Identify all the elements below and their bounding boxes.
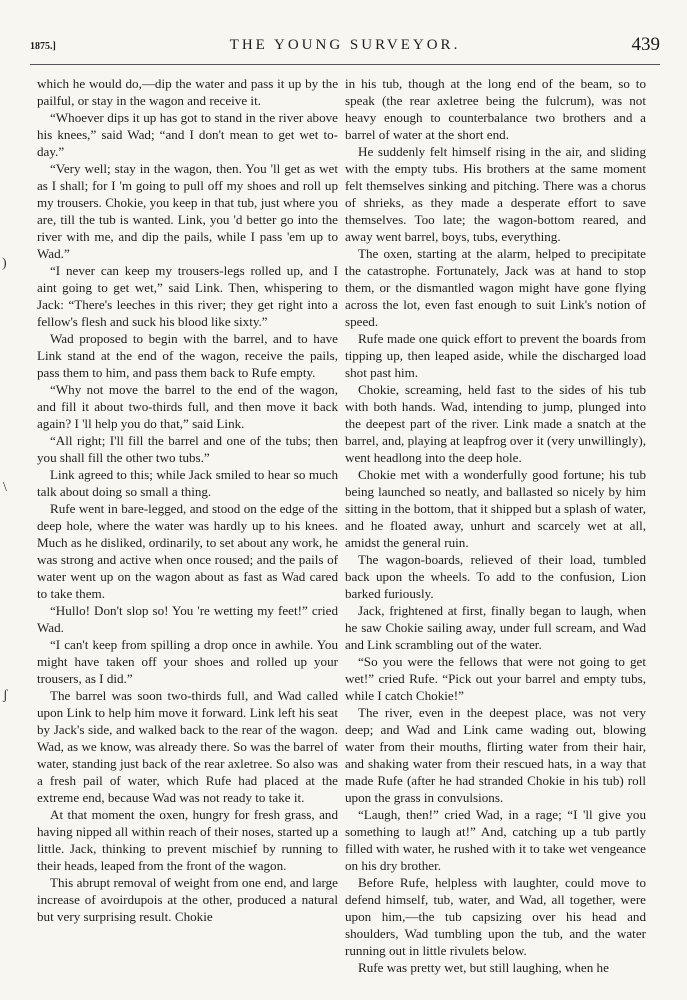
paragraph: Chokie, screaming, held fast to the sides of his tub with both hands. Wad, intending to jump, plunged into the deepest part of the river. Link made a snatch at the barrel, and, playing at leapfrog over it (very unwillingly), went headlong into the deep hole. [345,382,646,465]
paragraph: Rufe was pretty wet, but still laughing, when he [358,960,609,975]
right-column [345,75,646,976]
running-title: THE YOUNG SURVEYOR. [229,37,461,53]
paragraph: “I never can keep my trousers-legs rolled up, and I aint going to get wet,” said Link. Then, whispering to Jack: “There's leeches in this river; they get right into a fellow's flesh and suck his blood like sixty.” [37,263,338,329]
paragraph: Wad proposed to begin with the barrel, and to have Link stand at the end of the wagon, receive the pails, pass them to him, and pass them back to Rufe empty. [37,331,338,380]
paragraph: The wagon-boards, relieved of their load, tumbled back upon the wheels. To add to the confusion, Lion barked furiously. [345,552,646,601]
paragraph: The oxen, starting at the alarm, helped to precipitate the catastrophe. Fortunately, Jack was at hand to stop them, or the dismantled wagon might have gone flying across the lot, even fast enough to suit Link's notion of speed. [345,246,646,329]
paragraph: Link agreed to this; while Jack smiled to hear so much talk about doing so small a thing. [37,467,338,499]
paragraph: “Laugh, then!” cried Wad, in a rage; “I 'll give you something to laugh at!” And, catching up a tub partly filled with water, he rushed with it to take wet vengeance on his dry brother. [345,807,646,873]
header-date: 1875.] [30,41,56,52]
paragraph: He suddenly felt himself rising in the air, and sliding with the empty tubs. His brothers at the same moment felt themselves sinking and pitching. There was a chorus of shrieks, as they made a desperate effort to save themselves. Too late; the wagon-bottom reared, and away went barrel, boys, tubs, everything. [345,144,646,244]
paragraph: Rufe went in bare-legged, and stood on the edge of the deep hole, where the water was hardly up to his knees. Much as he disliked, ordinarily, to set about any work, he was strong and active when once roused; and the pails of water went up on the wagon about as fast as Wad cared to take them. [37,501,338,601]
margin-mark: ) [2,256,7,271]
paragraph: “Whoever dips it up has got to stand in the river above his knees,” said Wad; “and I don't mean to get wet to-day.” [37,110,338,159]
paragraph: The river, even in the deepest place, was not very deep; and Wad and Link came wading out, blowing water from their mouths, flirting water from their hair, and shaking water from their rescued hats, in a way that made Rufe (after he had stranded Chokie in his tub) roll upon the grass in convulsions. [345,705,646,805]
paragraph: “So you were the fellows that were not going to get wet!” cried Rufe. “Pick out your barrel and empty tubs, while I catch Chokie!” [345,654,646,703]
paragraph: At that moment the oxen, hungry for fresh grass, and having nipped all within reach of their noses, started up a little. Jack, thinking to prevent mischief by running to their heads, leaped from the front of the wagon. [37,807,338,873]
paragraph: “Why not move the barrel to the end of the wagon, and fill it about two-thirds full, and then move it back again? I 'll help you do that,” said Link. [37,382,338,431]
page-header [30,26,660,58]
paragraph: Jack, frightened at first, finally began to laugh, when he saw Chokie sailing away, under full scream, and Wad and Link scrambling out of the water. [345,603,646,652]
paragraph: The barrel was soon two-thirds full, and Wad called upon Link to help him move it forward. Link left his seat by Jack's side, and walked back to the rear of the wagon. Wad, as we know, was already there. So was the barrel of water, standing just back of the rear axletree. So also was a fresh pail of water, which Rufe had placed at the extreme end, because Wad was not ready to take it. [37,688,338,805]
paragraph: “I can't keep from spilling a drop once in awhile. You might have taken off your shoes and rolled up your trousers, as I did.” [37,637,338,686]
paragraph: “Very well; stay in the wagon, then. You 'll get as wet as I shall; for I 'm going to pull off my shoes and roll up my trousers. Chokie, you keep in that tub, just where you are, till the tub is wanted. Link, you 'd better go into the river with me, and dip the pails, while I pass 'em up to Wad.” [37,161,338,261]
paragraph: “Hullo! Don't slop so! You 're wetting my feet!” cried Wad. [37,603,338,635]
paragraph: which he would do,—dip the water and pass it up by the pailful, or stay in the wagon and receive it. [37,76,338,108]
paragraph: Before Rufe, helpless with laughter, could move to defend himself, tub, water, and Wad, all together, were upon him,—the tub capsizing over his head and shoulders, Wad tumbling upon the tub, and the water running out in little rivulets below. [345,875,646,958]
left-column [37,75,338,925]
paragraph: Chokie met with a wonderfully good fortune; his tub being launched so neatly, and ballasted so nicely by him sitting in the bottom, that it shipped but a splash of water, and he floated away, unhurt and scarcely wet at all, amidst the general ruin. [345,467,646,550]
header-rule [30,64,660,65]
page-number: 439 [631,34,660,55]
margin-mark: \ [3,480,7,495]
paragraph: in his tub, though at the long end of the beam, so to speak (the rear axletree being the fulcrum), was not heavy enough to counterbalance two brothers and a barrel of water at the short end. [345,76,646,142]
paragraph: “All right; I'll fill the barrel and one of the tubs; then you shall fill the other two tubs.” [37,433,338,465]
paragraph: This abrupt removal of weight from one end, and large increase of avoirdupois at the other, produced a natural but very surprising result. Chokie [37,875,338,924]
margin-mark: ʃ [3,688,8,703]
paragraph: Rufe made one quick effort to prevent the boards from tipping up, then leaped aside, while the discharged load shot past him. [345,331,646,380]
